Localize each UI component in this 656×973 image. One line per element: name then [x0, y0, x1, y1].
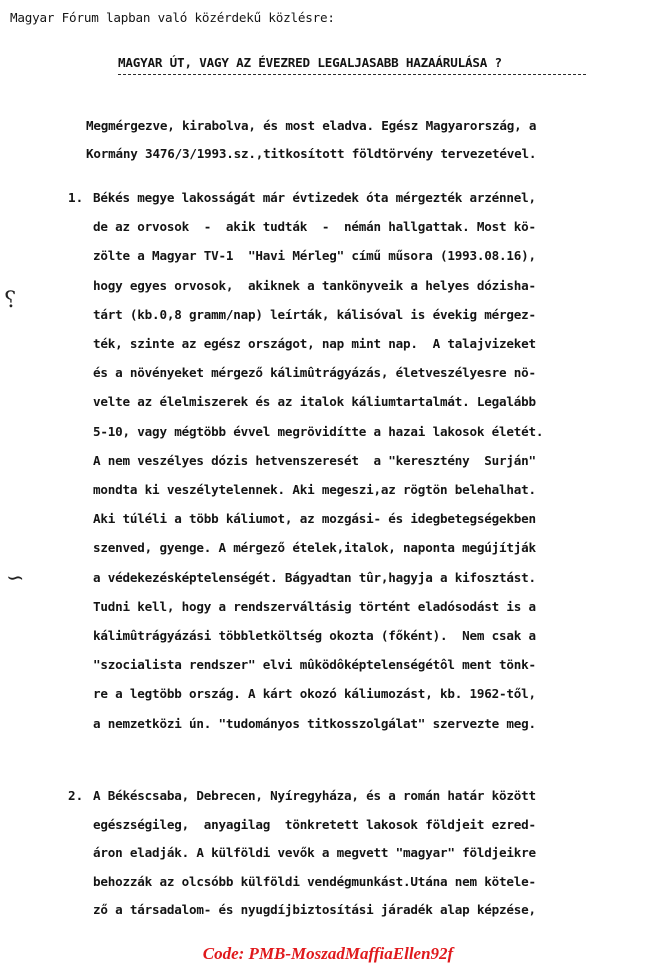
- item-1-line: Békés megye lakosságát már évtizedek óta mérgezték arzénnel,: [93, 190, 536, 205]
- item-2-line: A Békéscsaba, Debrecen, Nyíregyháza, és a román határ között: [93, 788, 536, 803]
- item-2-line: ző a társadalom- és nyugdíjbiztosítási járadék alap képzése,: [93, 902, 536, 918]
- item-1-line: szenved, gyenge. A mérgező ételek,italok, naponta megújítják: [93, 540, 536, 556]
- item-1-number: 1.: [68, 190, 84, 205]
- item-1-line: re a legtöbb ország. A kárt okozó káliumozást, kb. 1962-től,: [93, 686, 536, 702]
- item-1-line: tárt (kb.0,8 gramm/nap) leírták, kálisóval is évekig mérgez-: [93, 306, 536, 322]
- margin-pen-mark-icon: ∽: [6, 566, 25, 591]
- item-1-line: "szocialista rendszer" elvi mûködôképtelenségétôl ment tönk-: [93, 657, 536, 673]
- item-1-line: A nem veszélyes dózis hetvenszeresét a "keresztény Surján": [93, 452, 536, 468]
- item-1-line: ték, szinte az egész országot, nap mint nap. A talajvizeket: [93, 336, 536, 351]
- item-1-line: Aki túléli a több káliumot, az mozgási- és idegbetegségekben: [93, 511, 536, 527]
- item-1-line: és a növényeket mérgező kálimûtrágyázás, életveszélyesre nö-: [93, 365, 536, 381]
- intro-line-1: Megmérgezve, kirabolva, és most eladva. Egész Magyarország, a: [86, 118, 537, 133]
- item-1-line: 5-10, vagy mégtöbb évvel megrövidítte a hazai lakosok életét.: [93, 423, 544, 439]
- item-2-line: behozzák az olcsóbb külföldi vendégmunkást.Utána nem kötele-: [93, 873, 536, 889]
- item-1-line: kálimûtrágyázási többletköltség okozta (főként). Nem csak a: [93, 628, 536, 643]
- item-1-line: a nemzetközi ún. "tudományos titkosszolgálat" szervezte meg.: [93, 715, 536, 731]
- header-line: Magyar Fórum lapban való közérdekű közlésre:: [10, 10, 335, 25]
- item-2-line: áron eladják. A külföldi vevők a megvett "magyar" földjeikre: [93, 845, 536, 861]
- item-1-line: hogy egyes orvosok, akiknek a tankönyveik a helyes dózisha-: [93, 277, 536, 293]
- title-underline: [118, 74, 586, 75]
- item-1-line: zölte a Magyar TV-1 "Havi Mérleg" című műsora (1993.08.16),: [93, 248, 536, 264]
- margin-pen-mark-icon: ⸮: [4, 288, 16, 313]
- footer-code: Code: PMB-MoszadMaffiaEllen92f: [202, 944, 454, 963]
- intro-line-2: Kormány 3476/3/1993.sz.,titkosított földtörvény tervezetével.: [86, 146, 537, 161]
- item-1-line: a védekezésképtelenségét. Bágyadtan tûr,hagyja a kifosztást.: [93, 569, 536, 585]
- item-1-line: de az orvosok - akik tudták - némán hallgattak. Most kö-: [93, 219, 536, 235]
- item-1-line: Tudni kell, hogy a rendszerváltásig történt eladósodást is a: [93, 598, 536, 614]
- document-title: MAGYAR ÚT, VAGY AZ ÉVEZRED LEGALJASABB HAZAÁRULÁSA ?: [118, 55, 502, 70]
- item-1-line: velte az élelmiszerek és az italok káliumtartalmát. Legalább: [93, 394, 536, 410]
- item-1-line: mondta ki veszélytelennek. Aki megeszi,az rögtön belehalhat.: [93, 482, 536, 497]
- item-2-line: egészségileg, anyagilag tönkretett lakosok földjeit ezred-: [93, 816, 536, 832]
- item-2-number: 2.: [68, 788, 84, 803]
